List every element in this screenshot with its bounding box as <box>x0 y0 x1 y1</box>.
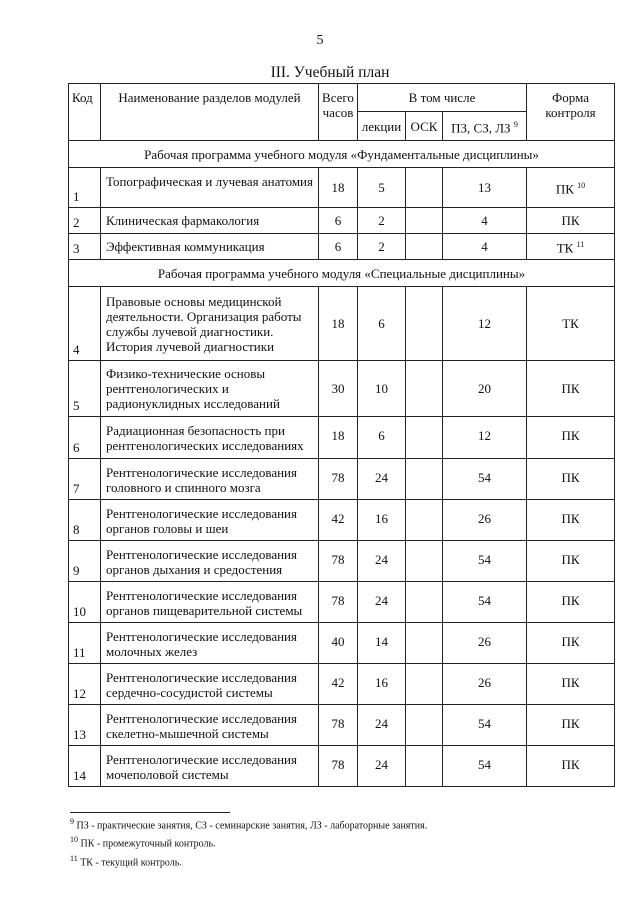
row-control <box>527 500 615 541</box>
row-total: 42 <box>319 500 358 541</box>
module-title: Рабочая программа учебного модуля «Специальные дисциплины» <box>69 260 615 287</box>
control-form: ПК <box>561 428 580 443</box>
header-name: Наименование разделов модулей <box>101 84 319 141</box>
control-form: ПК <box>555 181 574 197</box>
table-row <box>69 417 615 459</box>
row-control <box>527 208 615 234</box>
table-row <box>69 234 615 260</box>
table-row <box>69 361 615 417</box>
row-lectures: 24 <box>358 582 406 623</box>
row-control <box>527 664 615 705</box>
footnote-divider <box>70 812 230 813</box>
control-form: ПК <box>561 381 580 396</box>
footnote-number: 10 <box>70 835 78 845</box>
section-title: III. Учебный план <box>270 64 390 81</box>
row-practice: 12 <box>443 417 527 459</box>
row-practice: 13 <box>443 168 527 208</box>
row-osk <box>406 623 443 664</box>
row-practice: 12 <box>443 287 527 361</box>
table-row <box>69 287 615 361</box>
row-code: 9 <box>69 541 101 582</box>
row-lectures: 2 <box>358 208 406 234</box>
row-name: Физико-технические основы рентгенологических и радионуклидных исследований <box>101 361 319 417</box>
row-lectures: 14 <box>358 623 406 664</box>
row-lectures: 24 <box>358 705 406 746</box>
row-lectures: 24 <box>358 541 406 582</box>
row-osk <box>406 459 443 500</box>
row-lectures: 10 <box>358 361 406 417</box>
row-total: 78 <box>319 541 358 582</box>
row-control <box>527 361 615 417</box>
table-row <box>69 746 615 787</box>
footnote-ref: 11 <box>576 240 585 250</box>
row-control <box>527 234 615 260</box>
row-total: 6 <box>319 234 358 260</box>
footnote-number: 11 <box>70 853 78 863</box>
row-total: 40 <box>319 623 358 664</box>
footnote-item <box>70 833 427 851</box>
footnote-text: ПЗ - практические занятия, СЗ - семинарские занятия, ЛЗ - лабораторные занятия. <box>76 820 428 832</box>
table-row <box>69 500 615 541</box>
row-control <box>527 541 615 582</box>
row-practice: 26 <box>443 623 527 664</box>
row-total: 78 <box>319 582 358 623</box>
row-lectures: 6 <box>358 417 406 459</box>
row-lectures: 2 <box>358 234 406 260</box>
row-name: Рентгенологические исследования скелетно-мышечной системы <box>101 705 319 746</box>
row-name: Радиационная безопасность при рентгенологических исследованиях <box>101 417 319 459</box>
row-lectures: 24 <box>358 746 406 787</box>
control-form: ПК <box>561 511 580 526</box>
header-total: Всего часов <box>319 84 358 141</box>
row-name: Рентгенологические исследования сердечно-сосудистой системы <box>101 664 319 705</box>
row-code: 5 <box>69 361 101 417</box>
row-osk <box>406 287 443 361</box>
header-control: Форма контроля <box>527 84 615 141</box>
row-practice: 54 <box>443 541 527 582</box>
row-osk <box>406 500 443 541</box>
row-osk <box>406 234 443 260</box>
row-practice: 26 <box>443 664 527 705</box>
row-practice: 4 <box>443 208 527 234</box>
row-code: 8 <box>69 500 101 541</box>
module-title: Рабочая программа учебного модуля «Фундаментальные дисциплины» <box>69 141 615 168</box>
row-lectures: 16 <box>358 664 406 705</box>
row-osk <box>406 541 443 582</box>
row-control <box>527 287 615 361</box>
row-practice: 26 <box>443 500 527 541</box>
row-control <box>527 705 615 746</box>
table-row <box>69 705 615 746</box>
row-total: 78 <box>319 459 358 500</box>
footnote-ref: 9 <box>513 119 518 129</box>
row-name: Рентгенологические исследования органов пищеварительной системы <box>101 582 319 623</box>
module-special <box>69 260 615 787</box>
table-row <box>69 168 615 208</box>
footnote-text: ПК - промежуточный контроль. <box>80 838 216 850</box>
table-row <box>69 541 615 582</box>
row-code: 4 <box>69 287 101 361</box>
row-osk <box>406 417 443 459</box>
row-osk <box>406 705 443 746</box>
row-control <box>527 168 615 208</box>
row-code: 7 <box>69 459 101 500</box>
curriculum-table <box>68 83 615 787</box>
row-osk <box>406 361 443 417</box>
footnote-number: 9 <box>70 817 74 826</box>
control-form: ПК <box>561 213 580 228</box>
header-code: Код <box>69 84 101 141</box>
row-code: 6 <box>69 417 101 459</box>
row-name: Правовые основы медицинской деятельности. Организация работы службы лучевой диагностики. История лучевой диагностики <box>101 287 319 361</box>
control-form: ПК <box>561 675 580 690</box>
row-total: 78 <box>319 705 358 746</box>
row-code: 2 <box>69 208 101 234</box>
row-name: Рентгенологические исследования молочных желез <box>101 623 319 664</box>
table-row <box>69 623 615 664</box>
row-osk <box>406 208 443 234</box>
footnote-item <box>70 852 427 870</box>
table-row <box>69 582 615 623</box>
row-practice: 54 <box>443 746 527 787</box>
control-form: ПК <box>561 552 580 567</box>
header-practice-label: ПЗ, СЗ, ЛЗ <box>451 120 511 136</box>
control-form: ПК <box>561 593 580 608</box>
row-name: Рентгенологические исследования головного и спинного мозга <box>101 459 319 500</box>
table-row <box>69 664 615 705</box>
row-total: 18 <box>319 168 358 208</box>
table-header <box>69 84 615 141</box>
row-name: Рентгенологические исследования органов головы и шеи <box>101 500 319 541</box>
row-total: 30 <box>319 361 358 417</box>
row-control <box>527 746 615 787</box>
footnote-ref: 10 <box>577 181 586 191</box>
table-row <box>69 459 615 500</box>
row-name: Рентгенологические исследования органов дыхания и средостения <box>101 541 319 582</box>
page-number: 5 <box>316 33 324 48</box>
row-code: 11 <box>69 623 101 664</box>
control-form: ПК <box>561 634 580 649</box>
control-form: ТК <box>556 240 574 256</box>
row-lectures: 24 <box>358 459 406 500</box>
row-control <box>527 417 615 459</box>
header-osk: ОСК <box>406 112 443 141</box>
row-practice: 54 <box>443 705 527 746</box>
row-control <box>527 459 615 500</box>
footnote-text: ТК - текущий контроль. <box>80 856 182 868</box>
row-total: 78 <box>319 746 358 787</box>
row-control <box>527 623 615 664</box>
row-name: Клиническая фармакология <box>101 208 319 234</box>
row-total: 18 <box>319 287 358 361</box>
row-practice: 54 <box>443 582 527 623</box>
row-code: 12 <box>69 664 101 705</box>
row-name: Рентгенологические исследования мочеполовой системы <box>101 746 319 787</box>
row-name: Эффективная коммуникация <box>101 234 319 260</box>
row-total: 6 <box>319 208 358 234</box>
row-lectures: 5 <box>358 168 406 208</box>
row-code: 14 <box>69 746 101 787</box>
footnotes <box>70 815 427 870</box>
row-lectures: 16 <box>358 500 406 541</box>
footnote-item <box>70 815 427 833</box>
row-practice: 4 <box>443 234 527 260</box>
control-form: ПК <box>561 757 580 772</box>
table-row <box>69 208 615 234</box>
row-lectures: 6 <box>358 287 406 361</box>
row-osk <box>406 746 443 787</box>
header-practice <box>443 112 527 141</box>
row-osk <box>406 664 443 705</box>
row-code: 13 <box>69 705 101 746</box>
row-code: 10 <box>69 582 101 623</box>
row-total: 18 <box>319 417 358 459</box>
header-lectures: лекции <box>358 112 406 141</box>
row-code: 1 <box>69 168 101 208</box>
row-control <box>527 582 615 623</box>
row-practice: 54 <box>443 459 527 500</box>
header-including: В том числе <box>358 84 527 112</box>
row-code: 3 <box>69 234 101 260</box>
control-form: ТК <box>562 316 579 331</box>
row-name: Топографическая и лучевая анатомия <box>101 168 319 208</box>
row-total: 42 <box>319 664 358 705</box>
control-form: ПК <box>561 470 580 485</box>
row-osk <box>406 168 443 208</box>
module-fundamental <box>69 141 615 260</box>
row-osk <box>406 582 443 623</box>
control-form: ПК <box>561 716 580 731</box>
row-practice: 20 <box>443 361 527 417</box>
